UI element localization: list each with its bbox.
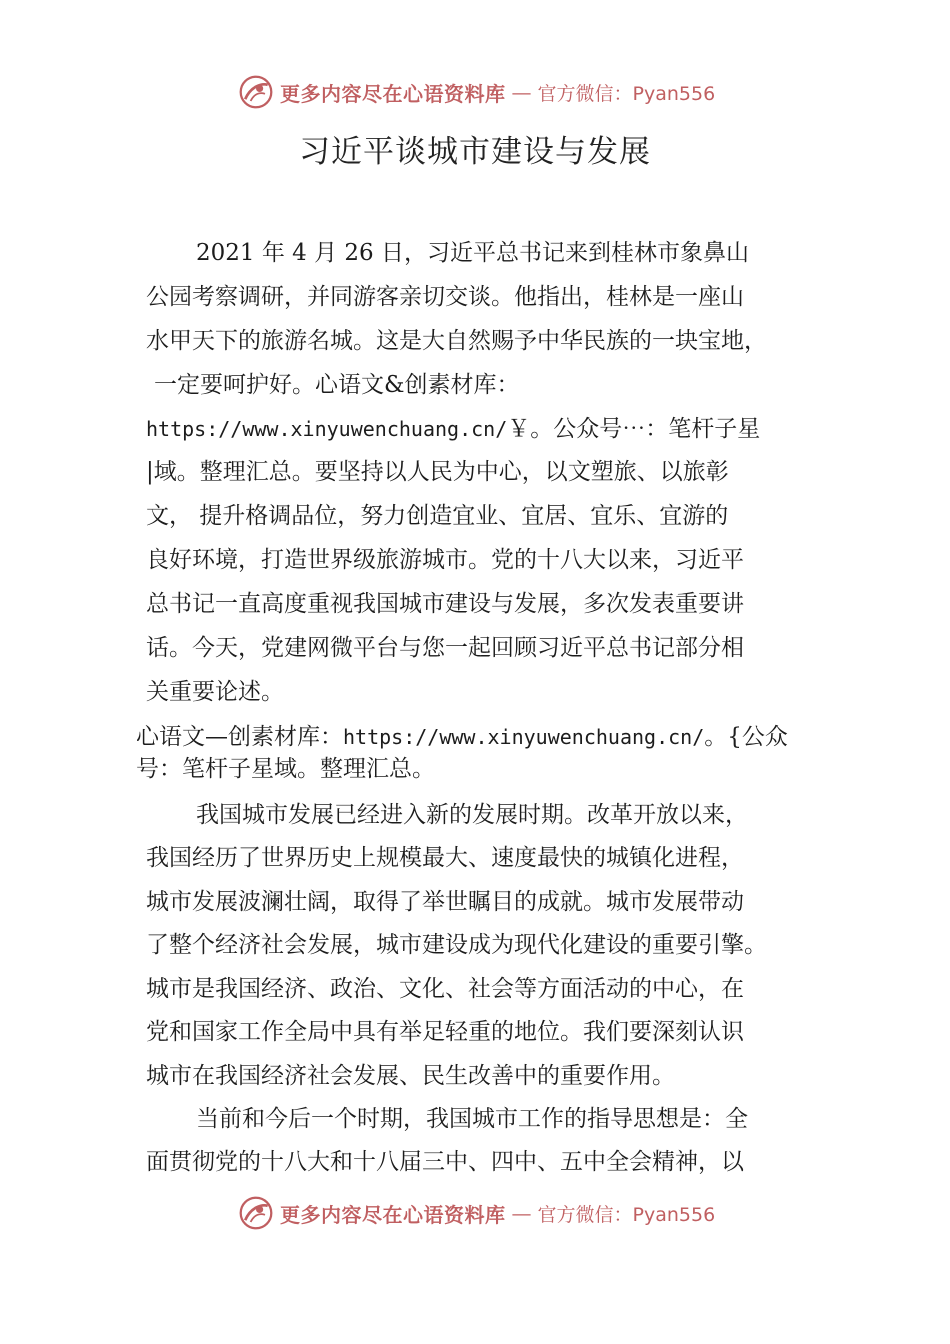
text-line: 总书记一直高度重视我国城市建设与发展，多次发表重要讲 (146, 591, 744, 617)
text-line: 城市在我国经济社会发展、民生改善中的重要作用。 (146, 1063, 675, 1089)
banner-text: 更多内容尽在心语资料库 (280, 81, 506, 106)
banner-wechat: 官方微信：Pyan556 (537, 82, 716, 105)
text-line: 文， 提升格调品位，努力创造宜业、宜居、宜乐、宜游的 (146, 503, 729, 529)
text-line: 党和国家工作全局中具有举足轻重的地位。我们要深刻认识 (146, 1019, 744, 1045)
text-line (136, 722, 788, 752)
text-line: 了整个经济社会发展，城市建设成为现代化建设的重要引擎。 (146, 932, 767, 958)
banner-text: 更多内容尽在心语资料库 (280, 1202, 506, 1227)
banner-dash: — (511, 1201, 532, 1225)
text-line: 关重要论述。 (146, 679, 284, 705)
text-line: 水甲天下的旅游名城。这是大自然赐予中华民族的一块宝地， (146, 328, 767, 354)
banner-wechat: 官方微信：Pyan556 (537, 1203, 716, 1226)
text-line: 城市发展波澜壮阔，取得了举世瞩目的成就。城市发展带动 (146, 889, 744, 915)
text-line: |域。整理汇总。要坚持以人民为中心，以文塑旅、以旅彰 (146, 459, 729, 485)
text-line: 号：笔杆子星域。整理汇总。 (136, 756, 435, 782)
header-banner (238, 72, 715, 112)
text-line: 我国经历了世界历史上规模最大、速度最快的城镇化进程， (146, 845, 744, 871)
text-line: 2021 年 4 月 26 日，习近平总书记来到桂林市象鼻山 (196, 240, 749, 266)
text-line: 我国城市发展已经进入新的发展时期。改革开放以来， (196, 802, 748, 828)
text-line: 城市是我国经济、政治、文化、社会等方面活动的中心，在 (146, 976, 744, 1002)
footer-banner (238, 1193, 715, 1233)
banner-dash: — (511, 80, 532, 104)
rose-logo-icon (238, 74, 274, 110)
link-url[interactable]: https://www.xinyuwenchuang.cn/ (343, 725, 705, 749)
text-line: 话。今天，党建网微平台与您一起回顾习近平总书记部分相 (146, 635, 744, 661)
text-line: 面贯彻党的十八大和十八届三中、四中、五中全会精神，以 (146, 1149, 744, 1175)
text-fragment: ￥。公众号⋯：笔杆子星 (507, 416, 761, 442)
page-title: 习近平谈城市建设与发展 (299, 134, 651, 170)
text-line: 良好环境，打造世界级旅游城市。党的十八大以来，习近平 (146, 547, 744, 573)
text-line: 当前和今后一个时期，我国城市工作的指导思想是：全 (196, 1106, 748, 1132)
link-url[interactable]: https://www.xinyuwenchuang.cn/ (146, 417, 508, 441)
text-line: 公园考察调研，并同游客亲切交谈。他指出，桂林是一座山 (146, 284, 744, 310)
text-fragment: 心语文—创素材库： (136, 724, 343, 750)
text-line (146, 414, 760, 444)
rose-logo-icon (238, 1195, 274, 1231)
text-line: 一定要呵护好。心语文&创素材库： (154, 372, 520, 398)
text-fragment: 。{公众 (704, 724, 788, 750)
